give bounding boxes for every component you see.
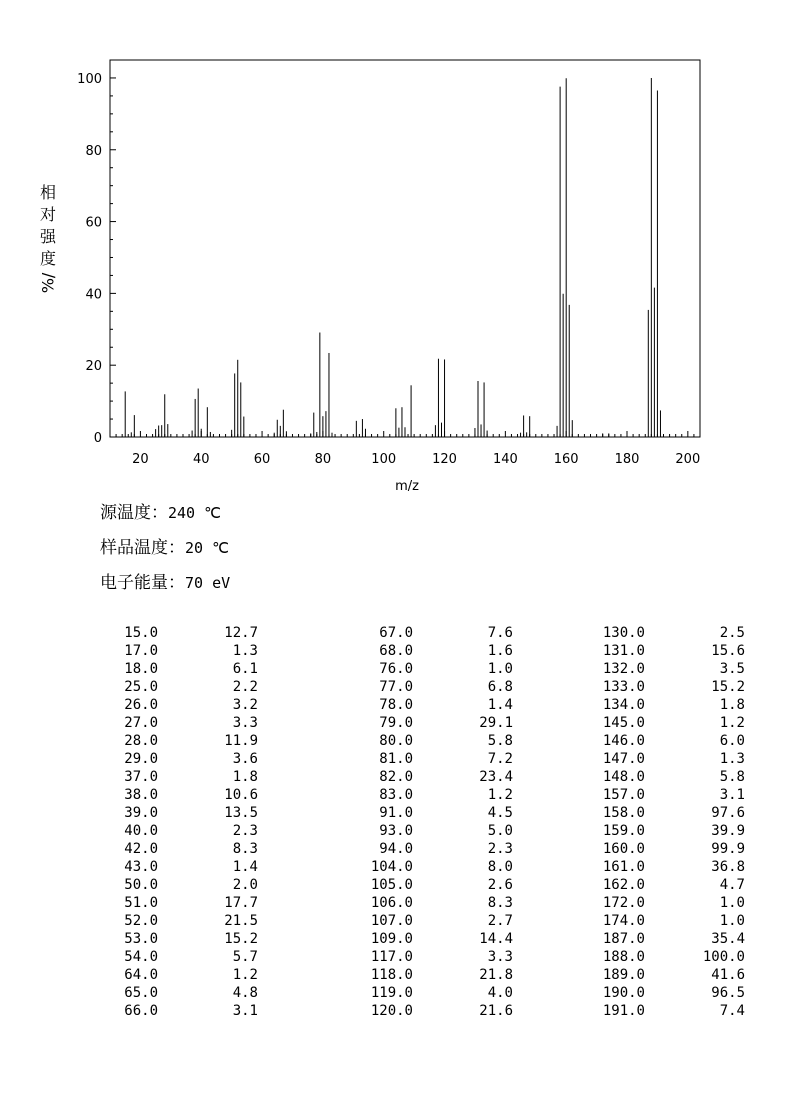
intensity-cell: 5.8 bbox=[719, 769, 745, 785]
table-row bbox=[100, 984, 745, 1002]
intensity-cell: 1.0 bbox=[719, 913, 745, 929]
intensity-cell: 2.7 bbox=[487, 913, 513, 929]
mz-cell: 40.0 bbox=[124, 823, 158, 839]
table-row bbox=[100, 948, 745, 966]
intensity-cell: 100.0 bbox=[702, 949, 745, 965]
intensity-cell: 1.4 bbox=[487, 697, 513, 713]
intensity-cell: 5.0 bbox=[487, 823, 513, 839]
intensity-cell: 96.5 bbox=[711, 985, 745, 1001]
intensity-cell: 1.0 bbox=[719, 895, 745, 911]
y-tick-label: 40 bbox=[85, 287, 102, 303]
mz-cell: 37.0 bbox=[124, 769, 158, 785]
intensity-cell: 2.3 bbox=[232, 823, 258, 839]
intensity-cell: 39.9 bbox=[711, 823, 745, 839]
mz-cell: 104.0 bbox=[370, 859, 413, 875]
mz-cell: 79.0 bbox=[379, 715, 413, 731]
intensity-cell: 11.9 bbox=[224, 733, 258, 749]
intensity-cell: 4.5 bbox=[487, 805, 513, 821]
y-label-char-3: 强 bbox=[39, 227, 56, 246]
mz-cell: 42.0 bbox=[124, 841, 158, 857]
mz-cell: 76.0 bbox=[379, 661, 413, 677]
mz-cell: 131.0 bbox=[602, 643, 645, 659]
source-temperature bbox=[100, 498, 221, 523]
mz-cell: 132.0 bbox=[602, 661, 645, 677]
table-row bbox=[100, 894, 745, 912]
intensity-cell: 3.2 bbox=[232, 697, 258, 713]
mz-cell: 28.0 bbox=[124, 733, 158, 749]
mz-cell: 147.0 bbox=[602, 751, 645, 767]
mz-cell: 93.0 bbox=[379, 823, 413, 839]
x-tick-label: 20 bbox=[132, 452, 149, 467]
intensity-cell: 21.6 bbox=[479, 1003, 513, 1019]
intensity-cell: 10.6 bbox=[224, 787, 258, 803]
mz-cell: 118.0 bbox=[370, 967, 413, 983]
y-tick-label: 100 bbox=[77, 71, 102, 87]
mz-cell: 67.0 bbox=[379, 625, 413, 641]
x-tick-label: 200 bbox=[675, 452, 701, 467]
table-row bbox=[100, 822, 745, 840]
mz-cell: 120.0 bbox=[370, 1003, 413, 1019]
mz-cell: 78.0 bbox=[379, 697, 413, 713]
intensity-cell: 2.5 bbox=[719, 625, 745, 641]
intensity-cell: 7.2 bbox=[487, 751, 513, 767]
mz-cell: 68.0 bbox=[379, 643, 413, 659]
mz-cell: 39.0 bbox=[124, 805, 158, 821]
intensity-cell: 4.7 bbox=[719, 877, 745, 893]
intensity-cell: 29.1 bbox=[479, 715, 513, 731]
table-row bbox=[100, 1002, 745, 1020]
mz-cell: 158.0 bbox=[602, 805, 645, 821]
intensity-cell: 21.5 bbox=[224, 913, 258, 929]
mz-cell: 109.0 bbox=[370, 931, 413, 947]
source-temp-label: 源温度： bbox=[100, 503, 168, 523]
mz-cell: 80.0 bbox=[379, 733, 413, 749]
mz-cell: 106.0 bbox=[370, 895, 413, 911]
mz-cell: 43.0 bbox=[124, 859, 158, 875]
source-temp-value: 240 ℃ bbox=[168, 504, 221, 522]
mz-cell: 15.0 bbox=[124, 625, 158, 641]
mz-cell: 25.0 bbox=[124, 679, 158, 695]
mz-cell: 18.0 bbox=[124, 661, 158, 677]
table-row bbox=[100, 912, 745, 930]
table-row bbox=[100, 858, 745, 876]
table-row bbox=[100, 714, 745, 732]
mz-cell: 52.0 bbox=[124, 913, 158, 929]
electron-energy-value: 70 eV bbox=[185, 574, 231, 592]
intensity-cell: 5.8 bbox=[487, 733, 513, 749]
intensity-cell: 41.6 bbox=[711, 967, 745, 983]
peak-table bbox=[100, 624, 745, 1020]
mz-cell: 174.0 bbox=[602, 913, 645, 929]
intensity-cell: 4.8 bbox=[232, 985, 258, 1001]
y-tick-label: 0 bbox=[93, 431, 102, 446]
intensity-cell: 1.2 bbox=[487, 787, 513, 803]
sample-temp-label: 样品温度： bbox=[100, 538, 185, 558]
intensity-cell: 3.1 bbox=[232, 1003, 258, 1019]
intensity-cell: 1.8 bbox=[232, 769, 258, 785]
intensity-cell: 1.2 bbox=[719, 715, 745, 731]
intensity-cell: 6.1 bbox=[232, 661, 258, 677]
intensity-cell: 6.0 bbox=[719, 733, 745, 749]
x-tick-label: 120 bbox=[432, 452, 457, 467]
mz-cell: 26.0 bbox=[124, 697, 158, 713]
intensity-cell: 15.2 bbox=[224, 931, 258, 947]
mz-cell: 119.0 bbox=[370, 985, 413, 1001]
y-label-char-2: 对 bbox=[39, 205, 56, 224]
mz-cell: 172.0 bbox=[602, 895, 645, 911]
intensity-cell: 21.8 bbox=[479, 967, 513, 983]
intensity-cell: 1.3 bbox=[232, 643, 258, 659]
y-label-char-4: 度 bbox=[39, 249, 56, 268]
y-axis-label bbox=[38, 182, 58, 294]
intensity-cell: 3.3 bbox=[487, 949, 513, 965]
mz-cell: 17.0 bbox=[124, 643, 158, 659]
intensity-cell: 99.9 bbox=[711, 841, 745, 857]
table-row bbox=[100, 768, 745, 786]
intensity-cell: 35.4 bbox=[711, 931, 745, 947]
intensity-cell: 14.4 bbox=[479, 931, 513, 947]
table-row bbox=[100, 966, 745, 984]
intensity-cell: 1.8 bbox=[719, 697, 745, 713]
mz-cell: 146.0 bbox=[602, 733, 645, 749]
mz-cell: 189.0 bbox=[602, 967, 645, 983]
intensity-cell: 23.4 bbox=[479, 769, 513, 785]
mz-cell: 190.0 bbox=[602, 985, 645, 1001]
y-tick-label: 80 bbox=[85, 143, 102, 159]
intensity-cell: 1.3 bbox=[719, 751, 745, 767]
intensity-cell: 8.0 bbox=[487, 859, 513, 875]
table-row bbox=[100, 624, 745, 642]
plot-frame bbox=[110, 60, 700, 437]
mz-cell: 187.0 bbox=[602, 931, 645, 947]
intensity-cell: 7.4 bbox=[719, 1003, 745, 1019]
mz-cell: 188.0 bbox=[602, 949, 645, 965]
mz-cell: 51.0 bbox=[124, 895, 158, 911]
mz-cell: 161.0 bbox=[602, 859, 645, 875]
table-row bbox=[100, 696, 745, 714]
intensity-cell: 15.2 bbox=[711, 679, 745, 695]
intensity-cell: 1.6 bbox=[487, 643, 513, 659]
intensity-cell: 15.6 bbox=[711, 643, 745, 659]
intensity-cell: 1.4 bbox=[232, 859, 258, 875]
intensity-cell: 13.5 bbox=[224, 805, 258, 821]
intensity-cell: 2.2 bbox=[232, 679, 258, 695]
x-axis-label: m/z bbox=[395, 479, 419, 494]
intensity-cell: 6.8 bbox=[487, 679, 513, 695]
mz-cell: 38.0 bbox=[124, 787, 158, 803]
x-tick-label: 40 bbox=[192, 452, 210, 467]
mz-cell: 159.0 bbox=[602, 823, 645, 839]
table-row bbox=[100, 786, 745, 804]
mz-cell: 77.0 bbox=[379, 679, 413, 695]
mz-cell: 65.0 bbox=[124, 985, 158, 1001]
mz-cell: 94.0 bbox=[379, 841, 413, 857]
table-row bbox=[100, 750, 745, 768]
sample-temperature bbox=[100, 533, 229, 558]
mz-cell: 107.0 bbox=[370, 913, 413, 929]
intensity-cell: 4.0 bbox=[487, 985, 513, 1001]
electron-energy-label: 电子能量： bbox=[100, 573, 185, 593]
mz-cell: 66.0 bbox=[124, 1003, 158, 1019]
table-row bbox=[100, 660, 745, 678]
intensity-cell: 17.7 bbox=[224, 895, 258, 911]
table-row bbox=[100, 840, 745, 858]
mz-cell: 54.0 bbox=[124, 949, 158, 965]
mz-cell: 117.0 bbox=[370, 949, 413, 965]
mz-cell: 82.0 bbox=[379, 769, 413, 785]
intensity-cell: 3.6 bbox=[232, 751, 258, 767]
x-tick-label: 100 bbox=[371, 452, 397, 467]
y-tick-label: 60 bbox=[85, 215, 102, 231]
mz-cell: 160.0 bbox=[602, 841, 645, 857]
mz-cell: 130.0 bbox=[602, 625, 645, 641]
table-row bbox=[100, 804, 745, 822]
x-tick-label: 60 bbox=[253, 452, 271, 467]
intensity-cell: 8.3 bbox=[232, 841, 258, 857]
table-row bbox=[100, 876, 745, 894]
intensity-cell: 7.6 bbox=[487, 625, 513, 641]
intensity-cell: 8.3 bbox=[487, 895, 513, 911]
intensity-cell: 3.1 bbox=[719, 787, 745, 803]
table-row bbox=[100, 930, 745, 948]
mz-cell: 53.0 bbox=[124, 931, 158, 947]
mz-cell: 81.0 bbox=[379, 751, 413, 767]
mz-cell: 83.0 bbox=[379, 787, 413, 803]
sample-temp-value: 20 ℃ bbox=[185, 539, 229, 557]
mz-cell: 64.0 bbox=[124, 967, 158, 983]
y-tick-label: 20 bbox=[85, 359, 102, 375]
table-row bbox=[100, 642, 745, 660]
mass-spectrum-chart bbox=[0, 0, 794, 500]
y-label-char-1: 相 bbox=[39, 183, 56, 202]
mz-cell: 145.0 bbox=[602, 715, 645, 731]
mz-cell: 105.0 bbox=[370, 877, 413, 893]
y-label-unit: %/ bbox=[38, 272, 58, 294]
intensity-cell: 1.2 bbox=[232, 967, 258, 983]
electron-energy bbox=[100, 568, 230, 593]
intensity-cell: 1.0 bbox=[487, 661, 513, 677]
intensity-cell: 36.8 bbox=[711, 859, 745, 875]
intensity-cell: 2.0 bbox=[232, 877, 258, 893]
x-tick-label: 180 bbox=[614, 452, 640, 467]
mz-cell: 50.0 bbox=[124, 877, 158, 893]
mz-cell: 91.0 bbox=[379, 805, 413, 821]
axis-ticks bbox=[77, 72, 700, 467]
table-row bbox=[100, 678, 745, 696]
spectrum-bars bbox=[125, 78, 660, 437]
intensity-cell: 2.6 bbox=[487, 877, 513, 893]
mz-cell: 148.0 bbox=[602, 769, 645, 785]
x-tick-label: 80 bbox=[314, 452, 332, 467]
intensity-cell: 12.7 bbox=[224, 625, 258, 641]
intensity-cell: 97.6 bbox=[711, 805, 745, 821]
x-tick-label: 160 bbox=[553, 452, 579, 467]
table-row bbox=[100, 732, 745, 750]
mz-cell: 29.0 bbox=[124, 751, 158, 767]
x-tick-label: 140 bbox=[492, 452, 518, 467]
intensity-cell: 3.5 bbox=[719, 661, 745, 677]
mz-cell: 27.0 bbox=[124, 715, 158, 731]
intensity-cell: 5.7 bbox=[232, 949, 258, 965]
mz-cell: 133.0 bbox=[602, 679, 645, 695]
mz-cell: 157.0 bbox=[602, 787, 645, 803]
intensity-cell: 2.3 bbox=[487, 841, 513, 857]
mz-cell: 191.0 bbox=[602, 1003, 645, 1019]
intensity-cell: 3.3 bbox=[232, 715, 258, 731]
mz-cell: 134.0 bbox=[602, 697, 645, 713]
mz-cell: 162.0 bbox=[602, 877, 645, 893]
